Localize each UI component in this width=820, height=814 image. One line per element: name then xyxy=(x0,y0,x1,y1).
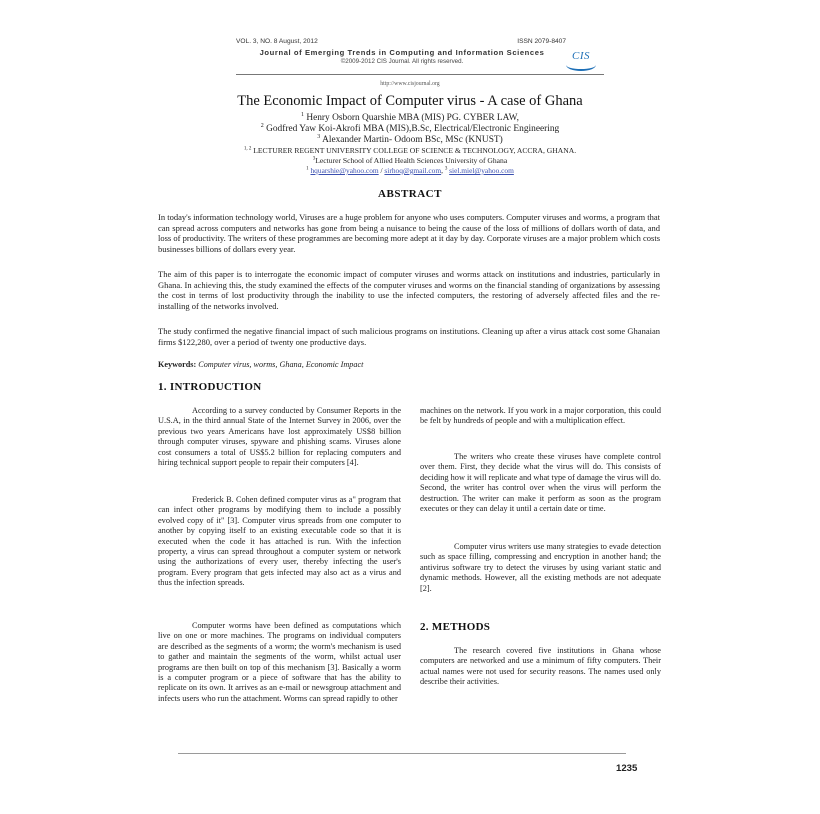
email-link-1[interactable]: hquarshie@yahoo.com xyxy=(310,166,379,175)
affiliation-2: $^3$Lecturer School of Allied Health Sciences University of Ghana xyxy=(312,156,508,165)
footer-divider xyxy=(178,753,626,754)
intro-paragraph: The writers who create these viruses have complete control over them. First, they decide what the virus will do. This consists of deciding how it will replicate and what type of damage the virus will do. Second, the writer has control over when the virus will perform the destruction. The writer can make it perform as soon as the program executes or they can delay it until a certain date or time. xyxy=(420,452,662,514)
keywords-label: Keywords: xyxy=(158,360,197,369)
journal-url[interactable]: http://www.cisjournal.org xyxy=(380,81,440,87)
author-2: $^2$ Godfred Yaw Koi-Akrofi MBA (MIS),B.Sc, Electrical/Electronic Engineering xyxy=(260,123,560,135)
keywords xyxy=(158,360,363,369)
intro-paragraph: machines on the network. If you work in a major corporation, this could be felt by hundreds of people and with a multiplication effect. xyxy=(420,406,661,426)
abstract-heading: ABSTRACT xyxy=(378,188,442,200)
intro-paragraph: Computer virus writers use many strategies to evade detection such as space filling, compressing and encryption in another hand; the antivirus software try to detect the viruses by using variant static and dynamic methods. However, all the existing methods are not adequate [2]. xyxy=(420,542,661,593)
journal-header xyxy=(236,38,608,65)
author-emails: $^1$ hquarshie@yahoo.com / sirhoq@gmail.com, $^3$ siel.miel@yahoo.com xyxy=(306,166,514,175)
intro-paragraph: Frederick B. Cohen defined computer virus as a" program that can infect other programs by modifying them to include a possibly evolved copy of it" [3]. Computer virus spreads from one computer to another by copying itself to an existing executable code so that it is executed when the code it has attached is run. With the infection property, a virus can spread throughout a computer system or network using the authorizations of every user, thereby infecting the user's program. Every program that gets infected may also act as a virus and thus the infection spreads. xyxy=(158,495,401,588)
journal-copyright: ©2009-2012 CIS Journal. All rights reserved. xyxy=(340,58,464,65)
email-link-2[interactable]: sirhoq@gmail.com xyxy=(384,166,442,175)
intro-paragraph: According to a survey conducted by Consumer Reports in the U.S.A, in the third annual State of the Internet Survey in 2006, over the previous two years Americans have lost approximately US$8 billion through computer viruses, spyware and phishing scams. Viruses alone cost consumers a total of US$5.2 billion for replacing computers and hiring technical support people to repair their computers [4]. xyxy=(158,406,401,468)
page-number: 1235 xyxy=(616,763,638,774)
methods-paragraph: The research covered five institutions in Ghana whose computers are networked and use a minimum of fifty computers. Their actual names were not used for security reasons. The names used only describe their activities. xyxy=(420,646,661,687)
methods-heading: 2. METHODS xyxy=(420,621,491,633)
cis-logo-text: CIS xyxy=(572,50,590,62)
author-1: $^1$ Henry Osborn Quarshie MBA (MIS) PG. CYBER LAW, xyxy=(300,112,520,124)
abstract-paragraph: In today's information technology world, Viruses are a huge problem for anyone who uses computers. Computer viruses and worms, a program that can spread across computers and networks has gone from being a nuisance to being the cause of the loss of millions of dollars worth of data, and loss of productivity. The writers of these programmes are becoming more adept at it day by day. Corporate viruses are a major problem which costs businesses billions of dollars every year. xyxy=(158,212,660,254)
logo-swoosh-icon xyxy=(566,59,596,71)
abstract-paragraph: The aim of this paper is to interrogate the economic impact of computer viruses and worms attack on institutions and industries, particularly in Ghana. In achieving this, the study examined the effects of the computer viruses and worms on the financial standing of organizations by assessing the cost in terms of lost productivity through the inability to use the infected computers, the restoring of adversely affected files and the re-installing of the networks involved. xyxy=(158,269,660,311)
journal-volume: VOL. 3, NO. 8 August, 2012 xyxy=(236,38,318,45)
affiliation-1: $^{1, 2}$ LECTURER REGENT UNIVERSITY COLLEGE OF SCIENCE & TECHNOLOGY, ACCRA, GHANA. xyxy=(243,146,577,155)
journal-name: Journal of Emerging Trends in Computing and Information Sciences xyxy=(259,48,545,57)
introduction-heading: 1. INTRODUCTION xyxy=(158,381,262,393)
intro-paragraph: Computer worms have been defined as computations which live on one or more machines. The programs on individual computers are described as the segments of a worm; the worm's mechanism is used to gather and maintain the segments of the worm, whilst actual user programs are then built on top of this mechanism [3]. Basically a worm is a computer program or a piece of software that has the ability to replicate on its own. It arrives as an e-mail or newsgroup attachment and infects users who run the attachment. Worms can spread rapidly to other xyxy=(158,621,401,703)
email-link-3[interactable]: siel.miel@yahoo.com xyxy=(449,166,514,175)
abstract-paragraph: The study confirmed the negative financial impact of such malicious programs on institutions. Cleaning up after a virus attack cost some Ghanaian firms $122,280, over a period of twenty one productive days. xyxy=(158,326,660,347)
keywords-list: Computer virus, worms, Ghana, Economic Impact xyxy=(198,360,364,369)
paper-title: The Economic Impact of Computer virus - A case of Ghana xyxy=(237,93,583,109)
cis-logo xyxy=(566,50,598,70)
author-3: $^3$ Alexander Martin- Odoom BSc, MSc (KNUST) xyxy=(317,134,503,146)
header-divider xyxy=(236,74,604,75)
journal-issn: ISSN 2079-8407 xyxy=(517,38,566,45)
